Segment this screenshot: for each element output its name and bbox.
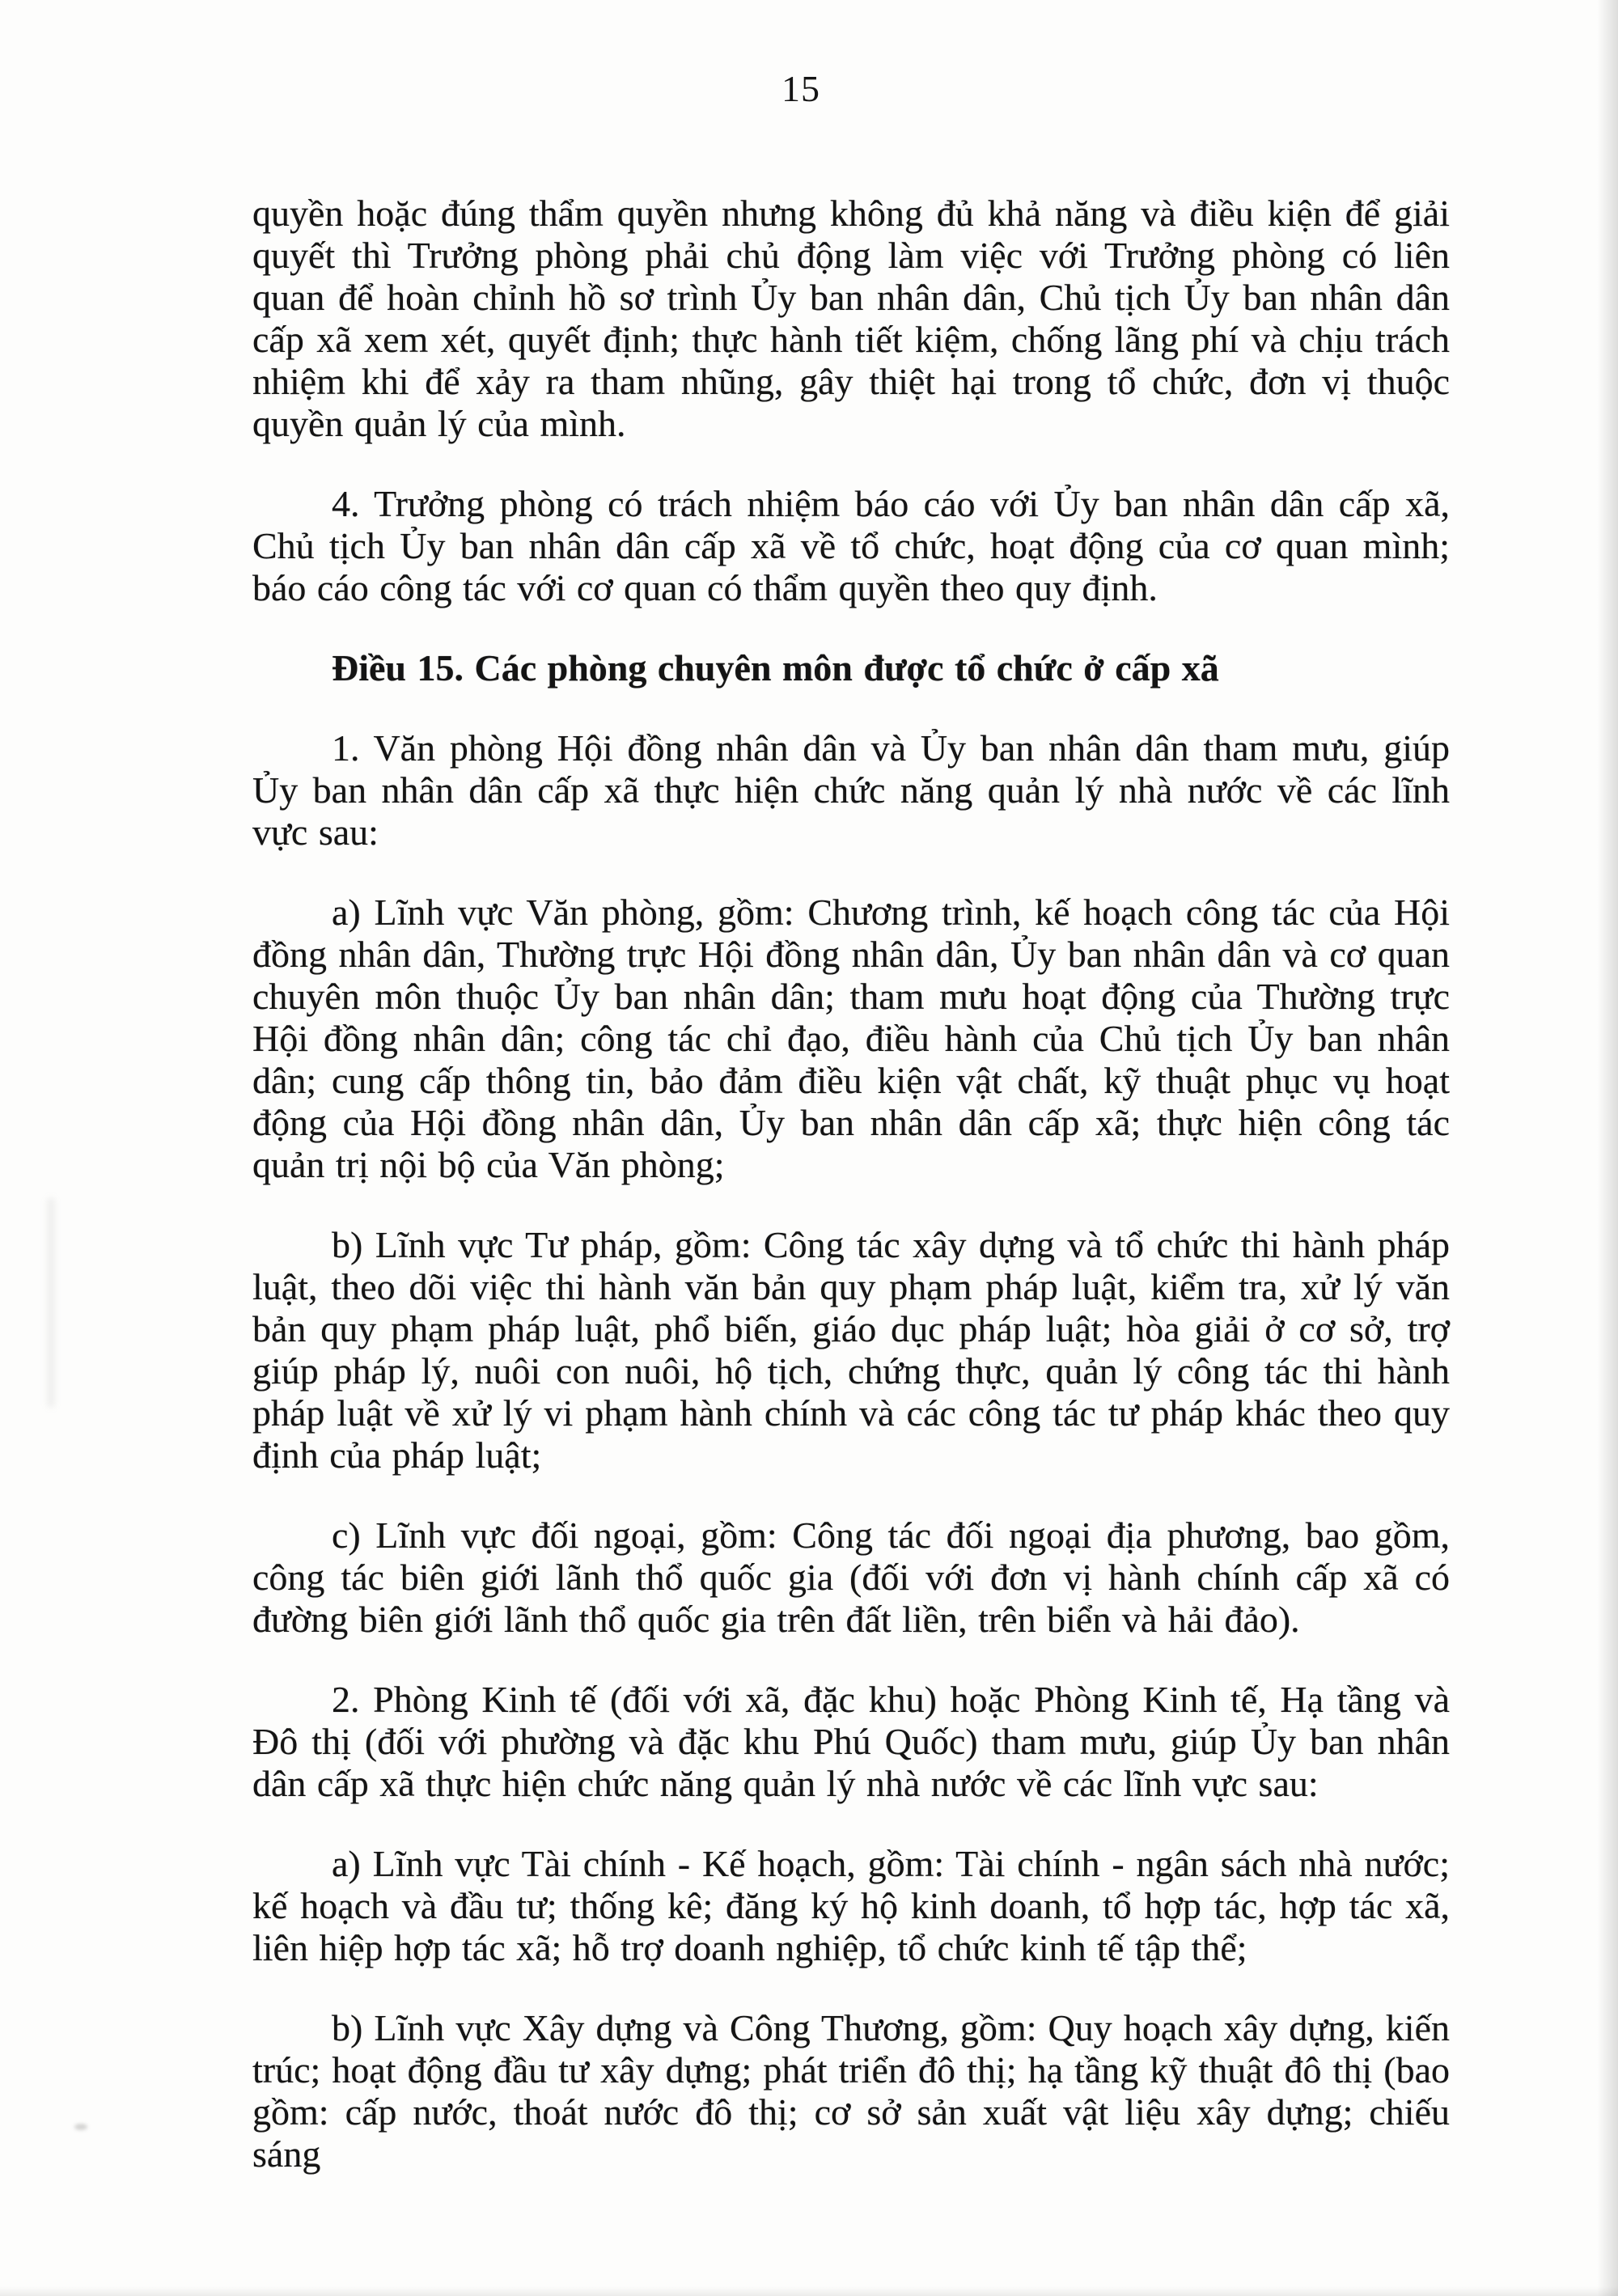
paragraph-clause-4: 4. Trưởng phòng có trách nhiệm báo cáo với Ủy ban nhân dân cấp xã, Chủ tịch Ủy ban nhân dân cấp xã về tổ chức, hoạt động của cơ quan mình; báo cáo công tác với cơ quan có thẩm quyền theo quy định. [252, 483, 1450, 608]
scan-edge-shadow [1597, 0, 1618, 2296]
paragraph-clause-1: 1. Văn phòng Hội đồng nhân dân và Ủy ban nhân dân tham mưu, giúp Ủy ban nhân dân cấp xã thực hiện chức năng quản lý nhà nước về các lĩnh vực sau: [252, 727, 1450, 853]
paragraph-point-a-van-phong: a) Lĩnh vực Văn phòng, gồm: Chương trình, kế hoạch công tác của Hội đồng nhân dân, Thường trực Hội đồng nhân dân, Ủy ban nhân dân và cơ quan chuyên môn thuộc Ủy ban nhân dân; tham mưu hoạt động của Thường trực Hội đồng nhân dân; công tác chỉ đạo, điều hành của Chủ tịch Ủy ban nhân dân; cung cấp thông tin, bảo đảm điều kiện vật chất, kỹ thuật phục vụ hoạt động của Hội đồng nhân dân, Ủy ban nhân dân cấp xã; thực hiện công tác quản trị nội bộ của Văn phòng; [252, 892, 1450, 1185]
paragraph-point-c-doi-ngoai: c) Lĩnh vực đối ngoại, gồm: Công tác đối ngoại địa phương, bao gồm, công tác biên giới lãnh thổ quốc gia (đối với đơn vị hành chính cấp xã có đường biên giới lãnh thổ quốc gia trên đất liền, trên biển và hải đảo). [252, 1514, 1450, 1640]
paragraph-point-a-tai-chinh: a) Lĩnh vực Tài chính - Kế hoạch, gồm: Tài chính - ngân sách nhà nước; kế hoạch và đầu tư; thống kê; đăng ký hộ kinh doanh, tổ hợp tác, hợp tác xã, liên hiệp hợp tác xã; hỗ trợ doanh nghiệp, tổ chức kinh tế tập thể; [252, 1843, 1450, 1968]
article-15-heading: Điều 15. Các phòng chuyên môn được tổ chức ở cấp xã [332, 647, 1219, 688]
document-body [252, 193, 1450, 2175]
paragraph-point-b-xay-dung: b) Lĩnh vực Xây dựng và Công Thương, gồm: Quy hoạch xây dựng, kiến trúc; hoạt động đầu tư xây dựng; phát triển đô thị; hạ tầng kỹ thuật đô thị (bao gồm: cấp nước, thoát nước đô thị; cơ sở sản xuất vật liệu xây dựng; chiếu sáng [252, 2007, 1450, 2175]
page-number: 15 [781, 68, 820, 109]
paragraph-point-b-tu-phap: b) Lĩnh vực Tư pháp, gồm: Công tác xây dựng và tổ chức thi hành pháp luật, theo dõi việc thi hành văn bản quy phạm pháp luật, kiểm tra, xử lý văn bản quy phạm pháp luật, phổ biến, giáo dục pháp luật; hòa giải ở cơ sở, trợ giúp pháp lý, nuôi con nuôi, hộ tịch, chứng thực, quản lý công tác thi hành pháp luật về xử lý vi phạm hành chính và các công tác tư pháp khác theo quy định của pháp luật; [252, 1224, 1450, 1476]
paragraph-clause-2: 2. Phòng Kinh tế (đối với xã, đặc khu) hoặc Phòng Kinh tế, Hạ tầng và Đô thị (đối với phường và đặc khu Phú Quốc) tham mưu, giúp Ủy ban nhân dân cấp xã thực hiện chức năng quản lý nhà nước về các lĩnh vực sau: [252, 1679, 1450, 1804]
scan-edge-shadow [0, 2286, 1618, 2296]
scan-smudge [74, 2124, 87, 2130]
paragraph-continuation: quyền hoặc đúng thẩm quyền nhưng không đủ khả năng và điều kiện để giải quyết thì Trưởng phòng phải chủ động làm việc với Trưởng phòng có liên quan để hoàn chỉnh hồ sơ trình Ủy ban nhân dân, Chủ tịch Ủy ban nhân dân cấp xã xem xét, quyết định; thực hành tiết kiệm, chống lãng phí và chịu trách nhiệm khi để xảy ra tham nhũng, gây thiệt hại trong tổ chức, đơn vị thuộc quyền quản lý của mình. [252, 193, 1450, 444]
scan-smudge [47, 1197, 55, 1408]
